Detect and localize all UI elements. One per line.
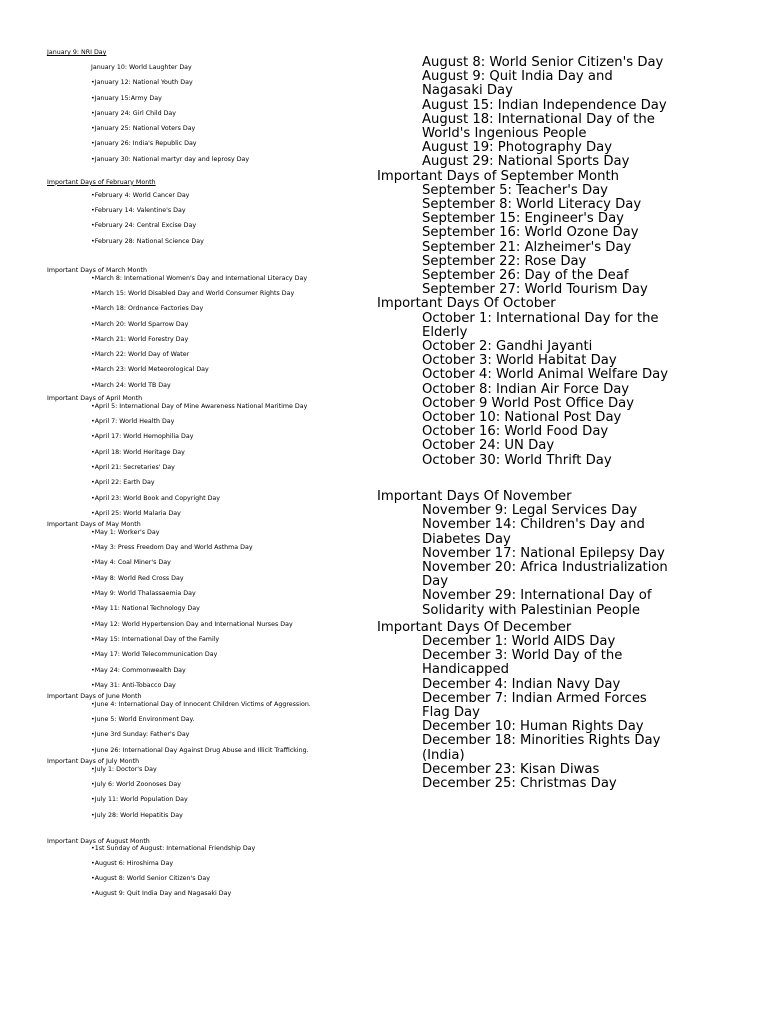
list-item: November 20: Africa Industrialization Day	[422, 559, 668, 590]
list-item: •June 5: World Environment Day.	[91, 716, 195, 724]
list-item: September 15: Engineer's Day	[422, 211, 624, 227]
section-heading-september: Important Days of September Month	[377, 168, 619, 184]
list-item: •April 23: World Book and Copyright Day	[91, 494, 221, 502]
list-item: December 18: Minorities Rights Day (India)	[422, 733, 661, 763]
list-item: •January 25: National Voters Day	[91, 125, 196, 133]
list-item: September 26: Day of the Deaf	[422, 268, 629, 284]
list-item: •June 3rd Sunday: Father's Day	[91, 731, 190, 739]
list-item: •May 11: National Technology Day	[91, 605, 200, 613]
list-item: December 7: Indian Armed Forces Flag Day	[422, 690, 647, 720]
list-item: November 29: International Day of Solidarity with Palestinian People	[422, 588, 652, 618]
section-heading-november: Important Days Of November	[377, 488, 572, 504]
list-item: •April 17: World Hemophilia Day	[91, 433, 194, 441]
list-item: •April 21: Secretaries' Day	[91, 463, 175, 471]
right-column	[377, 56, 677, 791]
list-item: •April 25: World Malaria Day	[91, 509, 181, 517]
list-item: •June 26: International Day Against Drug Abuse and Illicit Trafficking.	[91, 746, 309, 754]
list-item: •June 4: International Day of Innocent Children Victims of Aggression.	[91, 700, 311, 708]
list-item: •July 1: Doctor's Day	[91, 765, 157, 773]
list-item: •July 11: World Population Day	[91, 796, 188, 804]
section-heading-may: Important Days of May Month	[47, 520, 141, 528]
list-item: •May 24: Commonwealth Day	[91, 666, 186, 674]
list-item: October 24: UN Day	[422, 438, 555, 454]
list-item: October 8: Indian Air Force Day	[422, 381, 630, 397]
list-item: September 27: World Tourism Day	[422, 282, 648, 298]
list-item: December 10: Human Rights Day	[422, 719, 644, 735]
list-item: •August 6: Hiroshima Day	[91, 859, 174, 867]
section-heading-march: Important Days of March Month	[47, 266, 147, 274]
section-heading-august: Important Days of August Month	[47, 837, 150, 845]
section-heading-february: Important Days of February Month	[47, 178, 156, 186]
list-item: October 10: National Post Day	[422, 410, 622, 426]
list-item: •May 31: Anti-Tobacco Day	[91, 681, 176, 689]
list-item: •May 3: Press Freedom Day and World Asthma Day	[91, 544, 253, 552]
list-item: •April 22: Earth Day	[91, 479, 155, 487]
list-item: •January 15:Army Day	[91, 94, 162, 102]
list-item: •April 7: World Health Day	[91, 418, 175, 426]
section-heading-june: Important Days of June Month	[47, 692, 142, 700]
list-item: •July 6: World Zoonoses Day	[91, 780, 181, 788]
list-item: October 3: World Habitat Day	[422, 353, 617, 369]
list-item: August 18: International Day of the World's Ingenious People	[422, 111, 655, 142]
list-item: •February 28: National Science Day	[91, 237, 204, 245]
list-item: October 16: World Food Day	[422, 424, 609, 440]
section-heading-january: January 9: NRI Day	[47, 49, 107, 56]
list-item: •March 24: World TB Day	[91, 381, 171, 389]
list-item: •March 20: World Sparrow Day	[91, 320, 189, 328]
list-item: September 5: Teacher's Day	[422, 182, 608, 198]
list-item: September 21: Alzheimer's Day	[422, 239, 632, 255]
list-item: •May 12: World Hypertension Day and International Nurses Day	[91, 620, 293, 628]
list-item: •April 5: International Day of Mine Awareness National Maritime Day	[91, 402, 308, 410]
list-item: •February 4: World Cancer Day	[91, 191, 190, 199]
list-item: December 4: Indian Navy Day	[422, 676, 621, 692]
list-item: •April 18: World Heritage Day	[91, 448, 185, 456]
list-item: •March 8: International Women's Day and International Literacy Day	[91, 274, 308, 282]
list-item: •May 1: Worker's Day	[91, 528, 160, 536]
section-heading-april: Important Days of April Month	[47, 394, 143, 402]
list-item: •1st Sunday of August: International Friendship Day	[91, 844, 256, 852]
list-item: October 2: Gandhi Jayanti	[422, 339, 593, 355]
list-item: October 4: World Animal Welfare Day	[422, 367, 669, 383]
list-item: October 1: International Day for the Elderly	[422, 310, 659, 340]
list-item: •May 8: World Red Cross Day	[91, 574, 184, 582]
list-item: November 9: Legal Services Day	[422, 503, 638, 519]
list-item: December 3: World Day of the Handicapped	[422, 648, 623, 678]
list-item: August 29: National Sports Day	[422, 154, 630, 170]
list-item: November 14: Children's Day and Diabetes Day	[422, 517, 645, 547]
list-item: December 1: World AIDS Day	[422, 633, 616, 649]
list-item: •March 23: World Meteorological Day	[91, 366, 209, 374]
list-item: •March 21: World Forestry Day	[91, 335, 189, 343]
left-column	[47, 49, 367, 897]
list-item: September 8: World Literacy Day	[422, 197, 642, 213]
list-item: December 25: Christmas Day	[422, 775, 617, 791]
list-item: •August 8: World Senior Citizen's Day	[91, 875, 210, 883]
section-heading-july: Important Days of July Month	[47, 757, 140, 765]
list-item: September 16: World Ozone Day	[422, 225, 639, 241]
list-item: •May 17: World Telecommunication Day	[91, 651, 218, 659]
section-heading-october: Important Days Of October	[377, 296, 556, 312]
list-item: •January 24: Girl Child Day	[91, 109, 177, 117]
list-item: •March 15: World Disabled Day and World Consumer Rights Day	[91, 289, 295, 297]
list-item: •March 22: World Day of Water	[91, 351, 190, 359]
list-item: •January 30: National martyr day and leprosy Day	[91, 155, 250, 163]
list-item: October 9 World Post Office Day	[422, 395, 635, 411]
list-item: •February 14: Valentine's Day	[91, 207, 186, 215]
list-item: •January 12: National Youth Day	[91, 79, 193, 87]
list-item: •August 9: Quit India Day and Nagasaki Day	[91, 890, 232, 898]
section-heading-december: Important Days Of December	[377, 619, 572, 635]
list-item: •July 28: World Hepatitis Day	[91, 811, 183, 819]
list-item: •February 24: Central Excise Day	[91, 222, 197, 230]
list-item: •January 26: India's Republic Day	[91, 140, 197, 148]
list-item: August 19: Photography Day	[422, 140, 613, 156]
list-item: •May 4: Coal Miner's Day	[91, 559, 171, 567]
list-item: January 10: World Laughter Day	[91, 64, 192, 71]
list-item: September 22: Rose Day	[422, 253, 587, 269]
list-item: •March 18: Ordnance Factories Day	[91, 305, 204, 313]
list-item: October 30: World Thrift Day	[422, 452, 612, 468]
list-item: December 23: Kisan Diwas	[422, 761, 600, 777]
list-item: August 8: World Senior Citizen's Day	[422, 55, 664, 70]
list-item: •May 15: International Day of the Family	[91, 635, 220, 643]
list-item: •May 9: World Thalassaemia Day	[91, 590, 196, 598]
list-item: August 15: Indian Independence Day	[422, 97, 667, 113]
list-item: November 17: National Epilepsy Day	[422, 545, 665, 561]
list-item: August 9: Quit India Day and Nagasaki Day	[422, 69, 613, 99]
